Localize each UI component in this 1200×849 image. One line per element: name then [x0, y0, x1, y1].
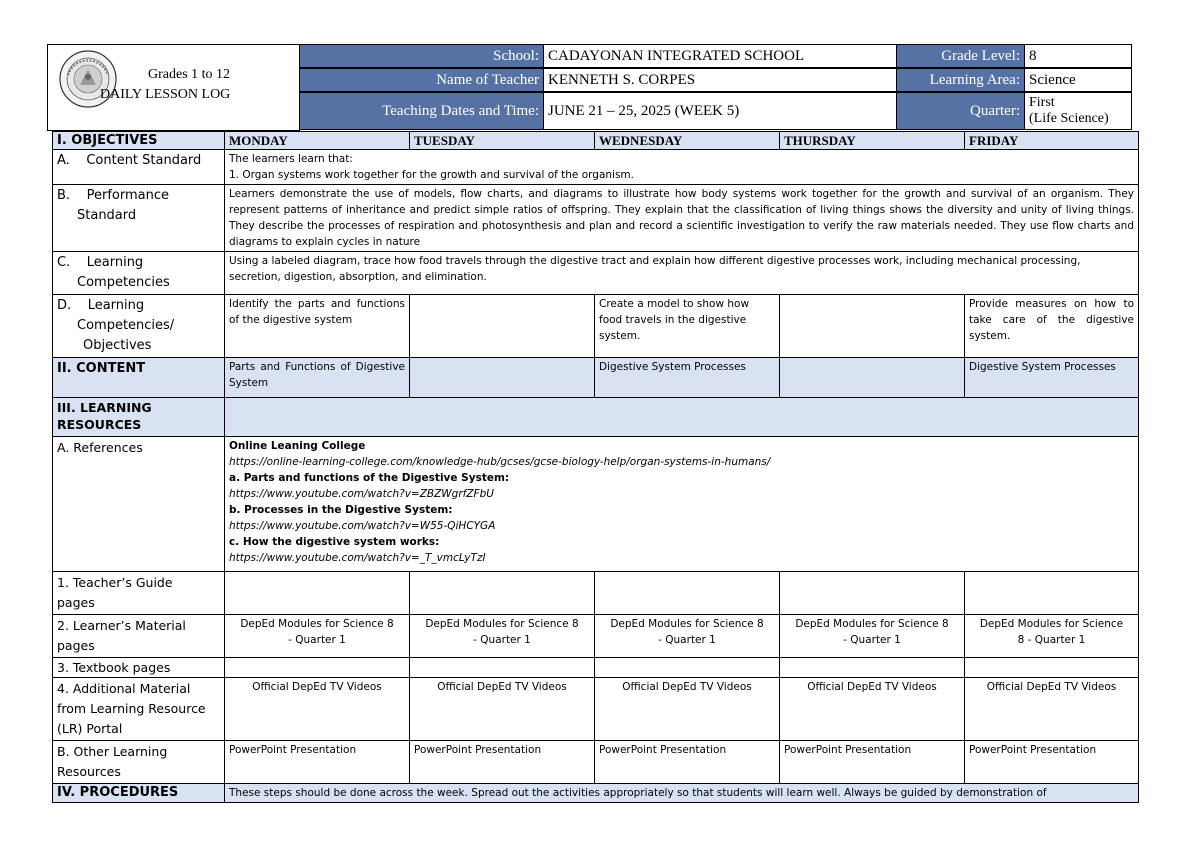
learning-resources-cell [225, 398, 1139, 437]
objective-friday: Provide measures on how to take care of the digestive system. [965, 295, 1139, 358]
textbook-monday [225, 658, 410, 678]
tuesday-heading: TUESDAY [410, 132, 595, 150]
performance-standard-label [53, 185, 225, 252]
school-value: CADAYONAN INTEGRATED SCHOOL [543, 44, 897, 68]
learners-material-friday-2: 8 - Quarter 1 [1017, 634, 1086, 646]
learners-material-label [53, 615, 225, 658]
school-label: School: [299, 44, 544, 68]
learning-competencies-letter: C. [57, 255, 71, 270]
teachers-guide-label [53, 572, 225, 615]
learners-material-wednesday-2: - Quarter 1 [658, 634, 716, 646]
additional-material-thursday: Official DepEd TV Videos [780, 678, 965, 741]
procedures-heading: IV. PROCEDURES [53, 784, 225, 803]
references-label: A. References [53, 437, 225, 572]
learning-resources-heading-2: RESOURCES [57, 417, 142, 432]
learners-material-label-2: pages [57, 638, 95, 653]
performance-standard-text-1: Performance [86, 188, 169, 203]
learners-material-friday-1: DepEd Modules for Science [979, 618, 1124, 630]
additional-material-label-3: (LR) Portal [57, 721, 123, 736]
additional-material-label-1: 4. Additional Material [57, 681, 191, 696]
references-main-link[interactable]: https://online-learning-college.com/knowledge-hub/gcses/gcse-biology-help/organ-systems-in-humans/ [229, 456, 771, 468]
references-b-title: b. Processes in the Digestive System: [229, 504, 453, 516]
performance-standard-letter: B. [57, 188, 71, 203]
friday-heading: FRIDAY [965, 132, 1139, 150]
objectives-row-label [53, 295, 225, 358]
quarter-value [1024, 92, 1132, 130]
learners-material-wednesday-1: DepEd Modules for Science 8 [610, 618, 764, 630]
learners-material-tuesday-2: - Quarter 1 [473, 634, 531, 646]
objective-tuesday [410, 295, 595, 358]
quarter-value-line2: (Life Science) [1029, 111, 1109, 126]
references-cell [225, 437, 1139, 572]
header-block [47, 44, 1130, 131]
learners-material-thursday [780, 615, 965, 658]
learning-resources-heading [53, 398, 225, 437]
dates-value: JUNE 21 – 25, 2025 (WEEK 5) [543, 92, 897, 130]
teachers-guide-label-1: 1. Teacher’s Guide [57, 575, 173, 590]
learning-resources-heading-1: III. LEARNING [57, 400, 152, 415]
table-row [53, 784, 1139, 803]
learners-material-tuesday-1: DepEd Modules for Science 8 [425, 618, 579, 630]
table-row [53, 658, 1139, 678]
learners-material-wednesday [595, 615, 780, 658]
additional-material-tuesday: Official DepEd TV Videos [410, 678, 595, 741]
learning-competencies-text-2: Competencies [77, 275, 170, 290]
table-row [53, 572, 1139, 615]
grades-label: Grades 1 to 12 [148, 67, 231, 82]
content-standard-line1: The learners learn that: [229, 153, 353, 165]
teachers-guide-monday [225, 572, 410, 615]
teachers-guide-friday [965, 572, 1139, 615]
table-row [53, 615, 1139, 658]
content-heading: II. CONTENT [53, 358, 225, 398]
content-standard-cell [225, 150, 1139, 185]
objectives-row-text-2: Competencies/ [77, 318, 175, 333]
references-a-link[interactable]: https://www.youtube.com/watch?v=ZBZWgrfZFbU [229, 488, 494, 500]
learning-competencies-text-1: Learning [86, 255, 144, 270]
references-source: Online Leaning College [229, 440, 366, 452]
other-resources-tuesday: PowerPoint Presentation [410, 741, 595, 784]
other-resources-monday: PowerPoint Presentation [225, 741, 410, 784]
learning-area-value: Science [1024, 68, 1132, 92]
learning-competencies-cell: Using a labeled diagram, trace how food travels through the digestive tract and explain how different digestive processes work, including mechanical processing, secretion, digestion, absorption, and elimination. [225, 252, 1139, 295]
other-resources-label-2: Resources [57, 764, 121, 779]
other-resources-friday: PowerPoint Presentation [965, 741, 1139, 784]
additional-material-wednesday: Official DepEd TV Videos [595, 678, 780, 741]
content-monday: Parts and Functions of Digestive System [225, 358, 410, 398]
learners-material-tuesday [410, 615, 595, 658]
references-b-link[interactable]: https://www.youtube.com/watch?v=W55-QiHCYGA [229, 520, 496, 532]
grade-level-value: 8 [1024, 44, 1132, 68]
teacher-value: KENNETH S. CORPES [543, 68, 897, 92]
table-row [53, 741, 1139, 784]
teachers-guide-thursday [780, 572, 965, 615]
learning-area-label: Learning Area: [896, 68, 1025, 92]
learners-material-monday [225, 615, 410, 658]
references-c-title: c. How the digestive system works: [229, 536, 440, 548]
teachers-guide-wednesday [595, 572, 780, 615]
textbook-wednesday [595, 658, 780, 678]
table-row [53, 150, 1139, 185]
content-standard-line2: 1. Organ systems work together for the growth and survival of the organism. [229, 169, 634, 181]
textbook-thursday [780, 658, 965, 678]
additional-material-friday: Official DepEd TV Videos [965, 678, 1139, 741]
performance-standard-cell: Learners demonstrate the use of models, flow charts, and diagrams to illustrate how body systems work together for the growth and survival of an organism. They represent patterns of inheritance and predict simple ratios of offspring. They explain that the classification of living things shows the diversity and unity of living things. They describe the processes of respiration and photosynthesis and plan and record a scientific investigation to verify the raw materials needed. They use flow charts and diagrams to explain cycles in nature [225, 185, 1139, 252]
table-row [53, 295, 1139, 358]
content-standard-label [53, 150, 225, 185]
other-resources-wednesday: PowerPoint Presentation [595, 741, 780, 784]
additional-material-monday: Official DepEd TV Videos [225, 678, 410, 741]
teacher-label: Name of Teacher [299, 68, 544, 92]
objectives-row-text-3: Objectives [83, 338, 152, 353]
learners-material-thursday-2: - Quarter 1 [843, 634, 901, 646]
objectives-row-letter: D. [57, 298, 72, 313]
table-row [53, 437, 1139, 572]
learners-material-label-1: 2. Learner’s Material [57, 618, 186, 633]
objective-thursday [780, 295, 965, 358]
table-row [53, 398, 1139, 437]
quarter-label: Quarter: [896, 92, 1025, 130]
objectives-heading: I. OBJECTIVES [53, 132, 225, 150]
other-resources-thursday: PowerPoint Presentation [780, 741, 965, 784]
table-row [53, 358, 1139, 398]
learners-material-monday-2: - Quarter 1 [288, 634, 346, 646]
references-a-title: a. Parts and functions of the Digestive System: [229, 472, 510, 484]
objectives-row-text-1: Learning [87, 298, 145, 313]
objective-wednesday: Create a model to show how food travels in the digestive system. [595, 295, 780, 358]
additional-material-label-2: from Learning Resource [57, 701, 206, 716]
learners-material-friday [965, 615, 1139, 658]
textbook-label: 3. Textbook pages [53, 658, 225, 678]
learning-competencies-label [53, 252, 225, 295]
quarter-value-line1: First [1029, 95, 1055, 110]
content-standard-text: Content Standard [86, 153, 202, 168]
procedures-cell: These steps should be done across the week. Spread out the activities appropriately so that students will learn well. Always be guided by demonstration of [225, 784, 1139, 803]
learners-material-thursday-1: DepEd Modules for Science 8 [795, 618, 949, 630]
content-standard-letter: A. [57, 153, 70, 168]
content-tuesday [410, 358, 595, 398]
logo-cell [47, 44, 300, 131]
other-resources-label [53, 741, 225, 784]
textbook-friday [965, 658, 1139, 678]
textbook-tuesday [410, 658, 595, 678]
performance-standard-text-2: Standard [77, 208, 137, 223]
dll-title: DAILY LESSON LOG [100, 87, 231, 102]
other-resources-label-1: B. Other Learning [57, 744, 168, 759]
table-row [53, 185, 1139, 252]
content-thursday [780, 358, 965, 398]
content-friday: Digestive System Processes [965, 358, 1139, 398]
table-row [53, 252, 1139, 295]
grade-level-label: Grade Level: [896, 44, 1025, 68]
teachers-guide-tuesday [410, 572, 595, 615]
dates-label: Teaching Dates and Time: [299, 92, 544, 130]
table-row [53, 678, 1139, 741]
monday-heading: MONDAY [225, 132, 410, 150]
wednesday-heading: WEDNESDAY [595, 132, 780, 150]
additional-material-label [53, 678, 225, 741]
lesson-log-table [52, 131, 1139, 803]
objective-monday: Identify the parts and functions of the digestive system [225, 295, 410, 358]
teachers-guide-label-2: pages [57, 595, 95, 610]
content-wednesday: Digestive System Processes [595, 358, 780, 398]
references-c-link[interactable]: https://www.youtube.com/watch?v=_T_vmcLyTzI [229, 552, 486, 564]
thursday-heading: THURSDAY [780, 132, 965, 150]
learners-material-monday-1: DepEd Modules for Science 8 [240, 618, 394, 630]
table-row [53, 132, 1139, 150]
